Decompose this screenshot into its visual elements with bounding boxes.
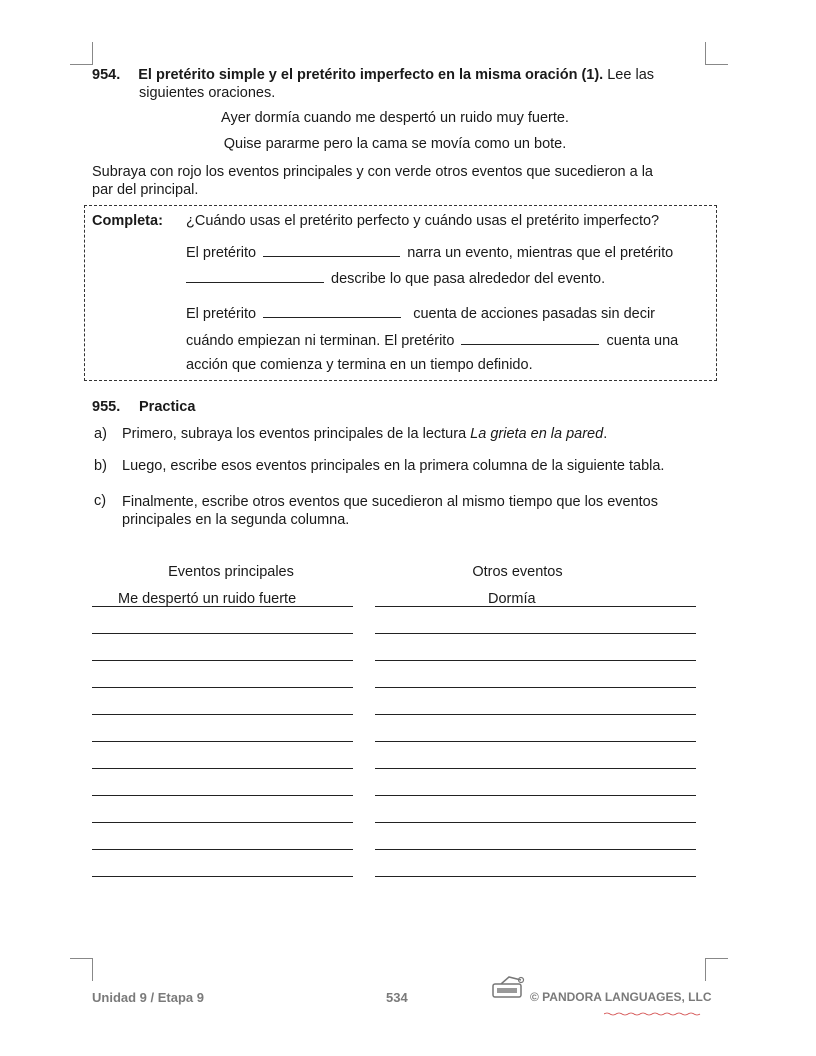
completa-question: ¿Cuándo usas el pretérito perfecto y cuándo usas el pretérito imperfecto? bbox=[186, 213, 660, 229]
answer-line-right[interactable] bbox=[375, 660, 696, 661]
answer-line-left[interactable] bbox=[92, 822, 353, 823]
fill-blank-2[interactable] bbox=[186, 268, 324, 283]
answer-line-left[interactable] bbox=[92, 768, 353, 769]
step-a-label: a) bbox=[94, 426, 107, 442]
completa-line-5: acción que comienza y termina en un tiempo definido. bbox=[186, 357, 533, 373]
step-a-period: . bbox=[603, 426, 608, 442]
answer-line-right[interactable] bbox=[375, 687, 696, 688]
fill-blank-4[interactable] bbox=[461, 330, 599, 345]
footer-unit-stage: Unidad 9 / Etapa 9 bbox=[92, 990, 204, 1005]
crop-mark-top-left bbox=[70, 42, 93, 65]
answer-line-right[interactable] bbox=[375, 741, 696, 742]
exercise-954-intro-text: Lee las bbox=[603, 67, 655, 83]
reading-title: La grieta en la pared bbox=[470, 426, 604, 442]
exercise-955-number: 955. bbox=[92, 399, 121, 415]
step-a-text bbox=[122, 426, 607, 442]
publisher-logo bbox=[491, 975, 527, 1001]
completa-line-4-start: cuándo empiezan ni terminan. El pretérito bbox=[186, 333, 455, 349]
step-c-line-1: Finalmente, escribe otros eventos que sucedieron al mismo tiempo que los eventos bbox=[122, 494, 658, 510]
footer-copyright: © PANDORA LANGUAGES, LLC bbox=[530, 990, 712, 1004]
crop-mark-bottom-right bbox=[705, 958, 728, 981]
answer-line-left[interactable] bbox=[92, 660, 353, 661]
answer-line-left[interactable] bbox=[92, 687, 353, 688]
answer-line-right[interactable] bbox=[375, 633, 696, 634]
crop-mark-bottom-left bbox=[70, 958, 93, 981]
answer-line-right[interactable] bbox=[375, 606, 696, 607]
step-b-text: Luego, escribe esos eventos principales en la primera columna de la siguiente tabla. bbox=[122, 458, 665, 474]
answer-line-right[interactable] bbox=[375, 876, 696, 877]
exercise-954-intro bbox=[92, 66, 712, 84]
completa-line-3 bbox=[186, 303, 655, 322]
crop-mark-top-right bbox=[705, 42, 728, 65]
column-header-other-events: Otros eventos bbox=[472, 564, 563, 580]
exercise-954-title: El pretérito simple y el pretérito imperfecto en la misma oración (1). bbox=[138, 67, 604, 83]
completa-box bbox=[84, 205, 717, 381]
example-sentence-1: Ayer dormía cuando me despertó un ruido muy fuerte. bbox=[221, 110, 569, 126]
exercise-954-intro-line2 bbox=[139, 84, 275, 102]
exercise-954-instruction bbox=[92, 163, 653, 199]
fill-blank-3[interactable] bbox=[263, 303, 401, 318]
footer-page-number: 534 bbox=[386, 990, 408, 1005]
step-a-text-main: Primero, subraya los eventos principales de la lectura bbox=[122, 426, 471, 442]
fill-blank-1[interactable] bbox=[263, 242, 400, 257]
instruction-line-2: par del principal. bbox=[92, 182, 199, 198]
answer-line-left[interactable] bbox=[92, 795, 353, 796]
answer-line-right[interactable] bbox=[375, 768, 696, 769]
exercise-954-intro-line2-text: siguientes oraciones. bbox=[139, 85, 276, 101]
completa-line-1 bbox=[186, 242, 673, 261]
step-c-text bbox=[122, 493, 658, 529]
copyright-squiggle bbox=[604, 1004, 702, 1008]
step-b-label: b) bbox=[94, 458, 107, 474]
completa-line-3-end: cuenta de acciones pasadas sin decir bbox=[413, 306, 656, 322]
completa-line-4 bbox=[186, 330, 678, 349]
step-c-label: c) bbox=[94, 493, 107, 509]
exercise-954-number: 954. bbox=[92, 67, 121, 83]
column-header-main-events: Eventos principales bbox=[168, 564, 294, 580]
answer-line-right[interactable] bbox=[375, 822, 696, 823]
example-main-event: Me despertó un ruido fuerte bbox=[118, 591, 297, 607]
completa-line-3-start: El pretérito bbox=[186, 306, 257, 322]
completa-line-2 bbox=[186, 268, 605, 287]
completa-line-1-start: El pretérito bbox=[186, 245, 257, 261]
completa-line-2-end: describe lo que pasa alrededor del evento. bbox=[331, 271, 606, 287]
book-logo-icon bbox=[491, 975, 527, 1001]
answer-line-left[interactable] bbox=[92, 606, 353, 607]
answer-line-right[interactable] bbox=[375, 849, 696, 850]
instruction-line-1: Subraya con rojo los eventos principales y con verde otros eventos que sucedieron a la bbox=[92, 164, 653, 180]
completa-line-1-end: narra un evento, mientras que el pretérito bbox=[407, 245, 674, 261]
completa-line-4-end: cuenta una bbox=[606, 333, 679, 349]
answer-line-left[interactable] bbox=[92, 849, 353, 850]
step-c-line-2: principales en la segunda columna. bbox=[122, 512, 350, 528]
example-sentence-2: Quise pararme pero la cama se movía como un bote. bbox=[223, 136, 567, 152]
answer-line-left[interactable] bbox=[92, 741, 353, 742]
answer-line-left[interactable] bbox=[92, 714, 353, 715]
exercise-955-title: Practica bbox=[139, 399, 196, 415]
squiggle-underline-icon bbox=[604, 1012, 702, 1016]
answer-line-left[interactable] bbox=[92, 876, 353, 877]
completa-label: Completa: bbox=[92, 213, 163, 229]
answer-line-left[interactable] bbox=[92, 633, 353, 634]
answer-line-right[interactable] bbox=[375, 795, 696, 796]
example-other-event: Dormía bbox=[488, 591, 536, 607]
answer-line-right[interactable] bbox=[375, 714, 696, 715]
